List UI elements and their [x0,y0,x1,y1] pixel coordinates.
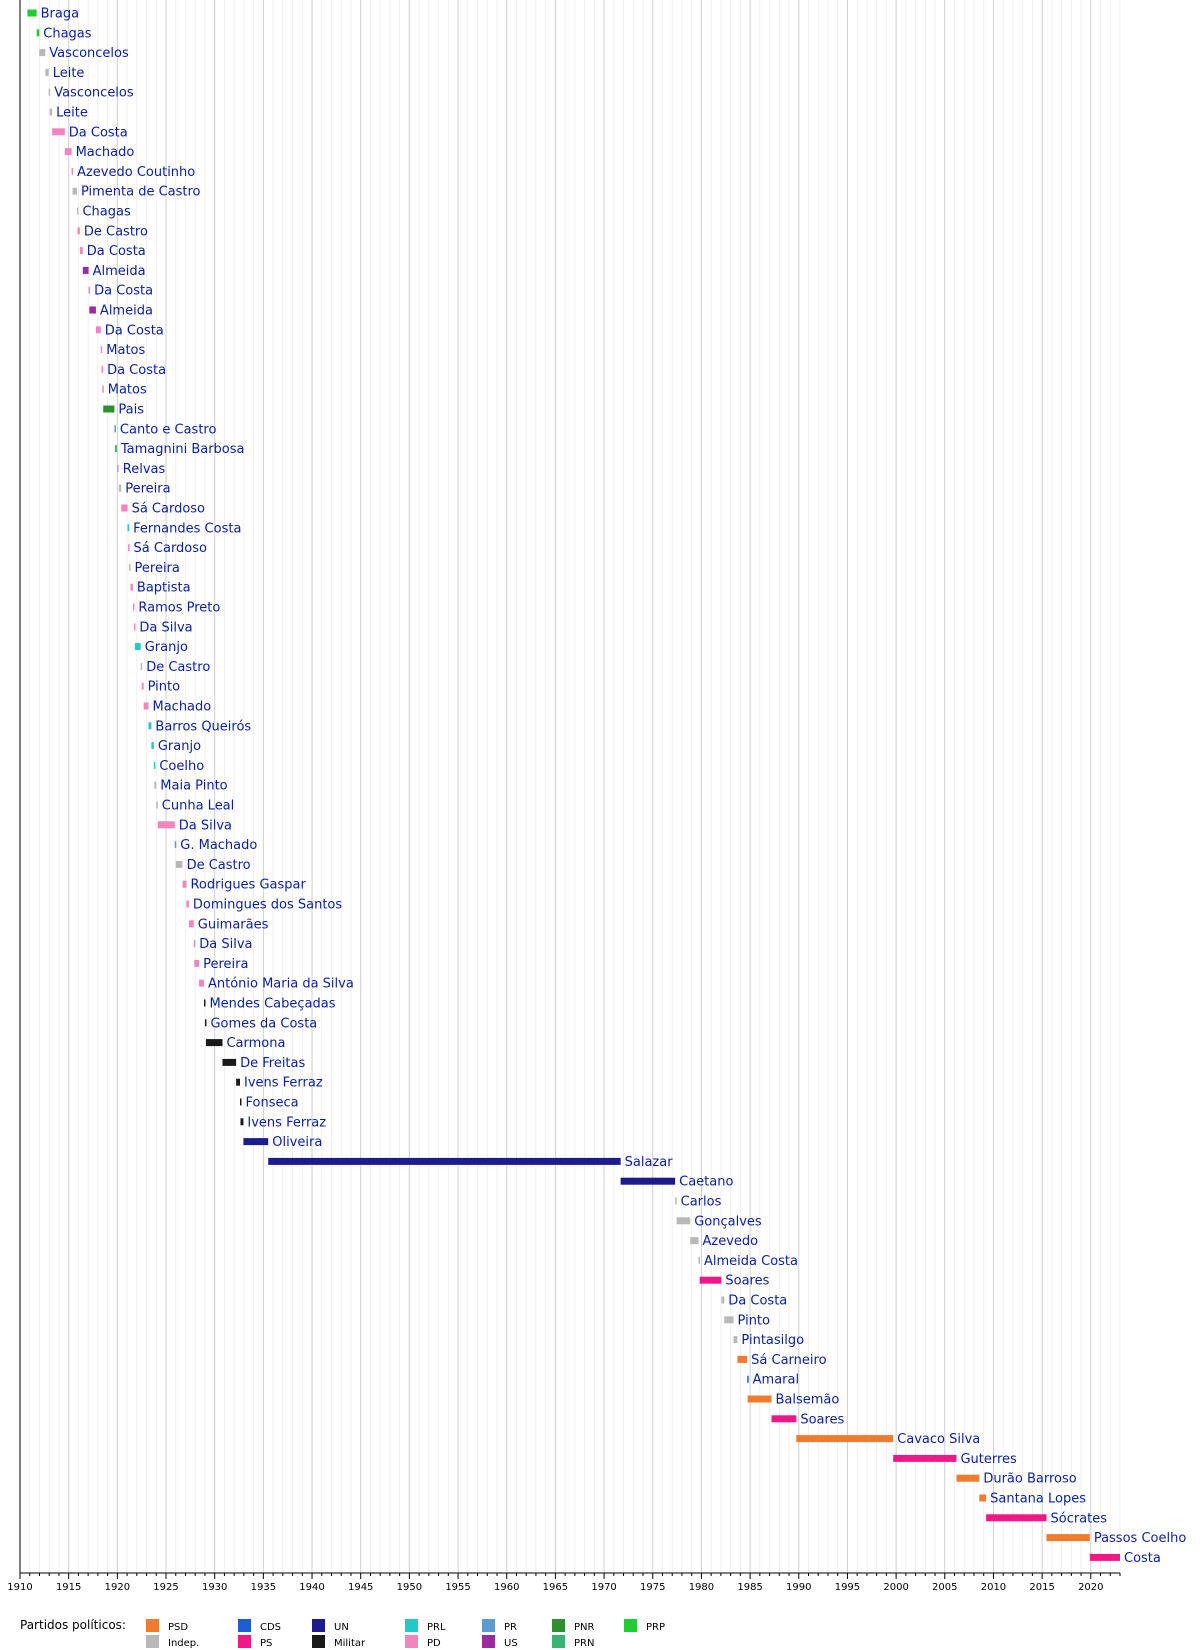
label-37: Granjo [157,739,202,755]
label-3: Leite [52,65,85,81]
bar-1 [37,29,40,36]
bar-17 [101,346,103,353]
legend-swatch-4 [312,1619,325,1632]
bar-19 [102,386,104,393]
bar-73 [893,1455,956,1462]
bar-39 [154,782,156,789]
label-76: Sócrates [1050,1511,1108,1527]
tick-label-1930: 1930 [201,1582,228,1593]
bar-68 [737,1356,747,1363]
label-65: Da Costa [728,1293,788,1309]
bar-0 [27,10,36,17]
tick-label-1985: 1985 [737,1582,763,1593]
label-8: Azevedo Coutinho [77,164,196,180]
tick-label-1965: 1965 [542,1582,569,1593]
bar-7 [65,148,72,155]
bar-62 [690,1237,698,1244]
label-38: Coelho [159,758,205,774]
legend-label-2: CDS [260,1622,282,1633]
label-23: Relvas [122,461,166,477]
legend-swatch-2 [238,1619,251,1632]
bar-78 [1090,1554,1120,1561]
bar-43 [176,861,183,868]
bar-21 [114,425,116,432]
legend-label-4: UN [334,1622,349,1633]
label-34: Pinto [147,679,181,695]
label-63: Almeida Costa [703,1253,798,1269]
label-48: Pereira [203,956,249,972]
label-30: Ramos Preto [138,600,221,616]
label-68: Sá Carneiro [751,1352,827,1368]
tick-label-1980: 1980 [688,1582,715,1593]
bar-53 [222,1059,236,1066]
bar-66 [724,1316,733,1323]
label-11: De Castro [83,224,148,240]
x-axis [7,0,1120,1593]
bar-58 [268,1158,620,1165]
label-41: Da Silva [178,818,233,834]
bar-18 [102,366,104,373]
label-43: De Castro [186,857,251,873]
bar-67 [734,1336,738,1343]
legend-swatch-10 [552,1619,565,1632]
label-45: Domingues dos Santos [192,897,343,913]
label-50: Mendes Cabeçadas [209,996,336,1012]
label-64: Soares [725,1273,770,1289]
bar-40 [156,802,158,809]
bar-13 [83,267,89,274]
bar-50 [204,1000,206,1007]
bar-33 [141,663,143,670]
label-27: Sá Cardoso [133,541,208,557]
bar-35 [144,703,149,710]
legend-swatch-9 [482,1635,495,1648]
tick-label-2020: 2020 [1078,1582,1104,1593]
bar-34 [142,683,144,690]
legend-swatch-5 [312,1635,325,1648]
label-61: Gonçalves [694,1214,762,1230]
bar-69 [747,1376,749,1383]
bar-6 [52,128,65,135]
bar-47 [194,940,196,947]
label-4: Vasconcelos [54,85,134,101]
label-14: Da Costa [94,283,154,299]
label-32: Granjo [144,640,188,656]
legend-swatch-0 [146,1619,159,1632]
bar-26 [128,524,130,531]
label-39: Maia Pinto [160,778,228,794]
tick-label-1970: 1970 [591,1582,617,1593]
bar-37 [151,742,153,749]
tick-label-1940: 1940 [299,1582,325,1593]
label-42: G. Machado [180,838,258,854]
label-46: Guimarães [197,917,269,933]
label-69: Amaral [752,1372,800,1388]
bar-64 [700,1277,722,1284]
label-5: Leite [56,105,88,121]
bar-60 [675,1198,677,1205]
tick-label-2010: 2010 [980,1582,1007,1593]
legend-label-7: PD [427,1638,441,1649]
tick-label-1995: 1995 [834,1582,861,1593]
bar-56 [240,1118,243,1125]
label-17: Matos [106,343,146,359]
bar-25 [121,505,127,512]
bar-32 [135,643,141,650]
tick-label-1915: 1915 [55,1582,82,1593]
bar-27 [128,544,130,551]
label-52: Carmona [226,1036,286,1052]
label-53: De Freitas [240,1055,306,1071]
bar-24 [119,485,121,492]
bar-29 [130,584,132,591]
tick-label-1920: 1920 [104,1582,131,1593]
label-57: Oliveira [272,1135,323,1151]
label-29: Baptista [136,580,191,596]
label-54: Ivens Ferraz [244,1075,323,1091]
legend-label-1: Indep. [168,1638,200,1649]
bar-72 [796,1435,893,1442]
label-24: Pereira [125,481,171,497]
label-60: Carlos [680,1194,722,1210]
legend [20,1618,665,1649]
tick-label-2015: 2015 [1029,1582,1055,1593]
legend-label-11: PRN [574,1638,595,1649]
tick-label-1925: 1925 [153,1582,179,1593]
bar-45 [186,901,188,908]
label-7: Machado [75,145,135,161]
legend-label-8: PR [504,1622,517,1633]
bar-49 [199,980,204,987]
label-33: De Castro [146,659,211,675]
bar-5 [50,109,52,116]
label-58: Salazar [624,1154,673,1170]
legend-label-0: PSD [168,1622,189,1633]
label-71: Soares [800,1412,845,1428]
label-73: Guterres [960,1451,1017,1467]
label-20: Pais [118,402,145,418]
label-51: Gomes da Costa [210,1016,318,1032]
legend-swatch-8 [482,1619,495,1632]
bar-65 [721,1297,724,1304]
tick-label-1990: 1990 [786,1582,812,1593]
label-74: Durão Barroso [983,1471,1077,1487]
label-59: Caetano [679,1174,734,1190]
legend-label-5: Militar [334,1638,366,1649]
bar-61 [677,1217,691,1224]
bar-20 [103,406,114,413]
bar-59 [621,1178,676,1185]
bar-31 [134,623,136,630]
bar-52 [206,1039,223,1046]
legend-label-10: PNR [574,1622,595,1633]
label-44: Rodrigues Gaspar [190,877,306,893]
legend-label-9: US [504,1638,518,1649]
label-19: Matos [107,382,147,398]
bar-23 [117,465,119,472]
label-62: Azevedo [702,1234,759,1250]
label-36: Barros Queirós [155,719,252,735]
label-22: Tamagnini Barbosa [120,442,245,458]
label-10: Chagas [82,204,131,220]
bar-36 [148,722,151,729]
legend-swatch-12 [624,1619,637,1632]
label-40: Cunha Leal [161,798,235,814]
tick-label-2005: 2005 [932,1582,958,1593]
label-9: Pimenta de Castro [80,184,201,200]
label-49: António Maria da Silva [207,976,354,992]
bar-4 [49,89,51,96]
tick-label-1950: 1950 [396,1582,423,1593]
label-72: Cavaco Silva [897,1432,981,1448]
label-15: Almeida [99,303,153,319]
label-47: Da Silva [199,937,253,953]
label-77: Passos Coelho [1093,1531,1187,1547]
label-16: Da Costa [104,323,164,339]
tick-label-1945: 1945 [347,1582,374,1593]
label-70: Balsemão [775,1392,840,1408]
tick-label-1910: 1910 [7,1582,33,1593]
legend-title: Partidos políticos: [20,1618,126,1632]
label-35: Machado [152,699,212,715]
label-2: Vasconcelos [49,46,129,62]
tick-label-1975: 1975 [640,1582,666,1593]
bar-22 [115,445,117,452]
bar-38 [154,762,156,769]
bar-8 [72,168,74,175]
bar-70 [748,1396,772,1403]
bar-30 [133,604,135,611]
bar-77 [1047,1534,1090,1541]
bar-16 [96,326,101,333]
legend-swatch-1 [146,1635,159,1648]
label-56: Ivens Ferraz [247,1115,327,1131]
bar-42 [175,841,177,848]
bar-11 [77,227,79,234]
bar-63 [698,1257,700,1264]
bar-55 [240,1099,242,1106]
bar-10 [77,208,79,215]
bar-71 [772,1415,797,1422]
bar-76 [986,1514,1046,1521]
bar-57 [243,1138,268,1145]
bar-41 [158,821,175,828]
label-21: Canto e Castro [119,422,217,438]
label-66: Pinto [737,1313,771,1329]
bar-15 [89,307,96,314]
label-26: Fernandes Costa [133,521,242,537]
label-6: Da Costa [68,125,128,141]
label-13: Almeida [92,263,146,279]
bar-75 [979,1495,986,1502]
legend-label-12: PRP [646,1622,666,1633]
label-25: Sá Cardoso [131,501,206,517]
bar-3 [45,69,48,76]
bar-2 [39,49,45,56]
label-31: Da Silva [139,620,193,636]
label-67: Pintasilgo [741,1333,805,1349]
bar-12 [80,247,83,254]
bar-44 [183,881,187,888]
label-1: Chagas [43,26,92,42]
legend-swatch-7 [405,1635,418,1648]
label-12: Da Costa [86,244,146,260]
tick-label-1955: 1955 [445,1582,471,1593]
bar-9 [73,188,77,195]
legend-swatch-11 [552,1635,565,1648]
legend-swatch-6 [405,1619,418,1632]
bar-54 [236,1079,240,1086]
label-55: Fonseca [245,1095,299,1111]
label-18: Da Costa [107,362,167,378]
bar-28 [129,564,131,571]
legend-label-6: PRL [427,1622,446,1633]
legend-label-3: PS [260,1638,273,1649]
bar-51 [205,1019,207,1026]
bar-14 [89,287,91,294]
tick-label-1960: 1960 [493,1582,520,1593]
tick-label-1935: 1935 [250,1582,277,1593]
label-75: Santana Lopes [990,1491,1087,1507]
label-78: Costa [1124,1550,1161,1566]
bar-48 [194,960,199,967]
label-0: Braga [40,6,80,22]
bar-46 [189,920,194,927]
label-28: Pereira [134,560,180,576]
legend-swatch-3 [238,1635,251,1648]
tick-label-2000: 2000 [883,1582,909,1593]
bar-74 [956,1475,979,1482]
